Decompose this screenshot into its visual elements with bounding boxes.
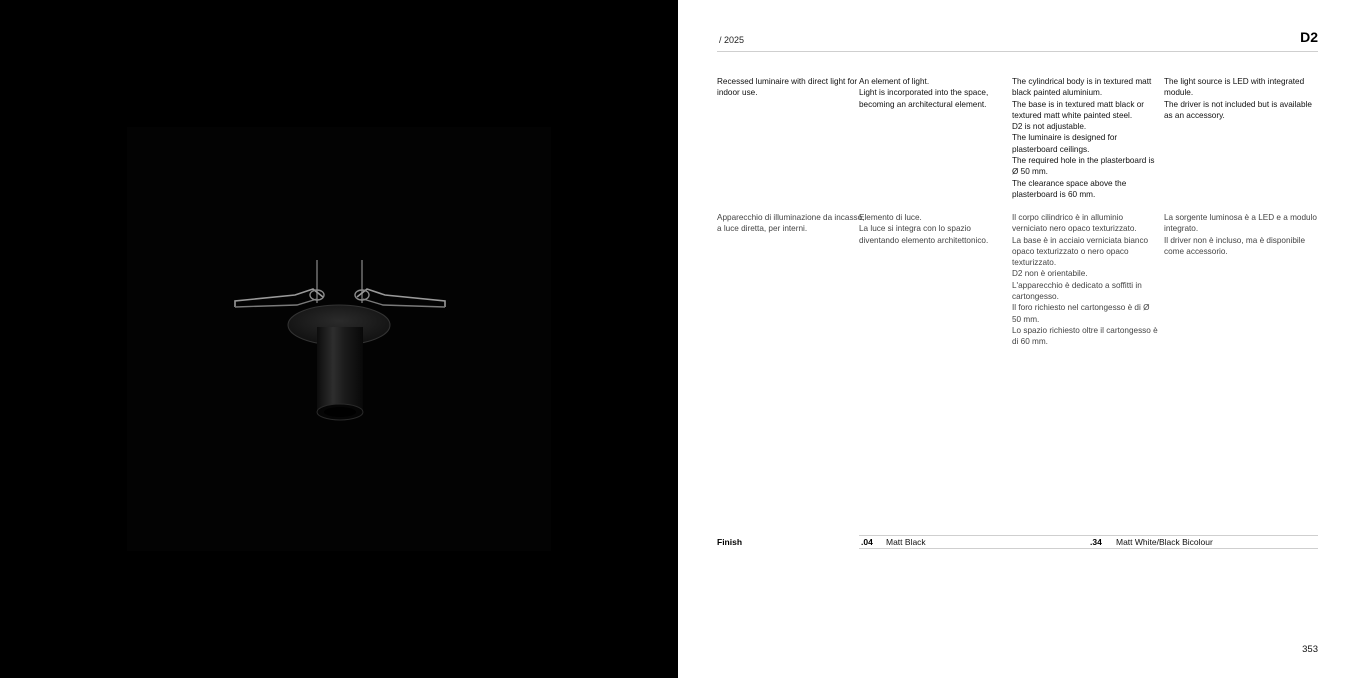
finish-divider-top — [859, 535, 1318, 536]
description-it-light-source — [1164, 212, 1320, 257]
finish-code: .34 — [1090, 537, 1102, 547]
finish-divider-bottom — [859, 548, 1318, 549]
description-en-light-source — [1164, 76, 1320, 121]
description-text: Il corpo cilindrico è in alluminio verniciato nero opaco texturizzato. La base è in acciaio verniciata bianco opaco texturizzato o nero opaco texturizzato. D2 non è orientabile. L'apparecchio è dedicato a soffitti in cartongesso. Il foro richiesto nel cartongesso è di Ø 50 mm. Lo spazio richiesto oltre il cartongesso è di 60 mm. — [1012, 213, 1158, 347]
description-text: The cylindrical body is in textured matt black painted aluminium. The base is in textured matt black or textured matt white painted steel. D2 is not adjustable. The luminaire is designed for plasterboard ceilings. The required hole in the plasterboard is Ø 50 mm. The clearance space above the plasterboard is 60 mm. — [1012, 77, 1155, 199]
finish-code: .04 — [861, 537, 873, 547]
description-it-concept — [859, 212, 1009, 246]
description-en-usage — [717, 76, 867, 99]
catalogue-year: / 2025 — [719, 35, 745, 45]
description-it-usage — [717, 212, 867, 235]
luminaire-illustration — [127, 127, 551, 551]
page-number: 353 — [1302, 644, 1318, 655]
description-text: La sorgente luminosa è a LED e a modulo integrato. Il driver non è incluso, ma è disponibile come accessorio. — [1164, 213, 1317, 256]
finish-name: Matt White/Black Bicolour — [1116, 537, 1213, 547]
description-text: Apparecchio di illuminazione da incasso, a luce diretta, per interni. — [717, 213, 865, 234]
finish-name: Matt Black — [886, 537, 926, 547]
description-en-materials — [1012, 76, 1160, 200]
specification-page — [678, 0, 1356, 678]
product-photo — [127, 127, 551, 551]
description-text: The light source is LED with integrated module. The driver is not included but is available as an accessory. — [1164, 77, 1312, 120]
description-en-concept — [859, 76, 1009, 110]
description-text: Recessed luminaire with direct light for indoor use. — [717, 77, 858, 98]
description-text: An element of light. Light is incorporated into the space, becoming an architectural element. — [859, 77, 989, 109]
product-code: D2 — [1300, 29, 1318, 45]
finish-label: Finish — [717, 537, 743, 547]
header-divider — [717, 51, 1318, 52]
description-it-materials — [1012, 212, 1160, 348]
description-text: Elemento di luce. La luce si integra con lo spazio diventando elemento architettonico. — [859, 213, 989, 245]
